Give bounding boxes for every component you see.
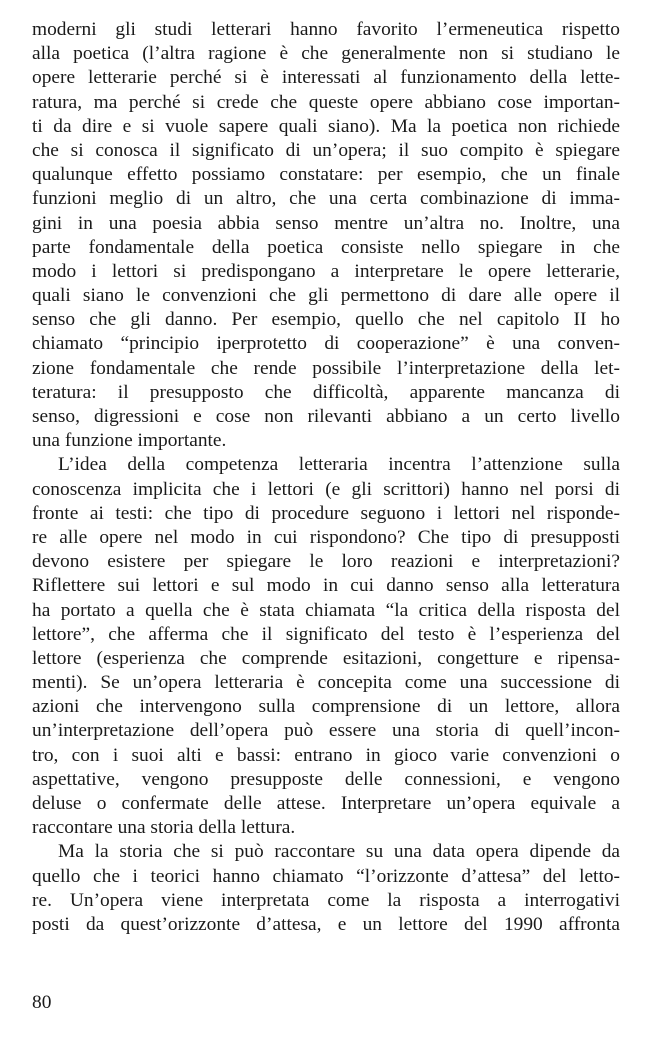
text-line: L’idea della competenza letteraria incentra l’attenzione sulla (58, 454, 620, 476)
text-line: ha portato a quella che è stata chiamata “la critica della risposta del (32, 599, 620, 621)
text-line: un’interpretazione dell’opera può essere una storia di quell’incon- (32, 720, 620, 742)
text-line: re alle opere nel modo in cui rispondono? Che tipo di presupposti (32, 526, 620, 548)
text-line: zione fondamentale che rende possibile l’interpretazione della let- (32, 357, 620, 379)
text-line: lettore”, che afferma che il significato del testo è l’esperienza del (32, 623, 620, 645)
text-line: una funzione importante. (32, 430, 227, 452)
page-body (32, 18, 620, 937)
text-line: conoscenza implicita che i lettori (e gli scrittori) hanno nel porsi di (32, 478, 620, 500)
paragraph (32, 453, 620, 840)
text-line: che si conosca il significato di un’opera; il suo compito è spiegare (32, 139, 620, 161)
text-line: aspettative, vengono presupposte delle connessioni, e vengono (32, 768, 620, 790)
text-line: re. Un’opera viene interpretata come la risposta a interrogativi (32, 889, 620, 911)
text-line: quello che i teorici hanno chiamato “l’orizzonte d’attesa” del letto- (32, 865, 620, 887)
paragraph (32, 18, 620, 453)
text-line: raccontare una storia della lettura. (32, 817, 296, 839)
text-line: posti da quest’orizzonte d’attesa, e un lettore del 1990 affronta (32, 913, 620, 935)
text-line: Riflettere sui lettori e sul modo in cui danno senso alla letteratura (32, 575, 620, 597)
text-line: ti da dire e si vuole sapere quali siano). Ma la poetica non richiede (32, 115, 620, 137)
text-line: deluse o confermate delle attese. Interpretare un’opera equivale a (32, 793, 620, 814)
page-number: 80 (32, 992, 52, 1013)
text-line: ratura, ma perché si crede che queste opere abbiano cose importan- (32, 91, 620, 113)
text-line: senso, digressioni e cose non rilevanti abbiano a un certo livello (32, 406, 620, 427)
text-line: lettore (esperienza che comprende esitazioni, congetture e ripensa- (32, 647, 620, 669)
text-line: gini in una poesia abbia senso mentre un’altra no. Inoltre, una (32, 212, 620, 234)
text-line: parte fondamentale della poetica consiste nello spiegare in che (32, 236, 620, 258)
text-line: chiamato “principio iperprotetto di cooperazione” è una conven- (32, 333, 620, 355)
text-line: azioni che intervengono sulla comprensione di un lettore, allora (32, 696, 620, 718)
text-line: funzioni meglio di un altro, che una certa combinazione di imma- (32, 188, 620, 210)
text-line: moderni gli studi letterari hanno favorito l’ermeneutica rispetto (32, 19, 620, 40)
text-line: fronte ai testi: che tipo di procedure seguono i lettori nel risponde- (32, 502, 620, 524)
text-line: quali siano le convenzioni che gli permettono di dare alle opere il (32, 285, 620, 307)
text-line: tro, con i suoi alti e bassi: entrano in gioco varie convenzioni o (32, 744, 620, 766)
text-line: alla poetica (l’altra ragione è che generalmente non si studiano le (32, 43, 620, 65)
text-line: teratura: il presupposto che difficoltà, apparente mancanza di (32, 381, 620, 403)
text-line: menti). Se un’opera letteraria è concepita come una successione di (32, 672, 620, 694)
text-line: modo i lettori si predispongano a interpretare le opere letterarie, (32, 260, 620, 282)
text-line: opere letterarie perché si è interessati al funzionamento della lette- (32, 67, 620, 89)
text-line: Ma la storia che si può raccontare su una data opera dipende da (58, 841, 620, 863)
text-line: devono esistere per spiegare le loro reazioni e interpretazioni? (32, 551, 620, 573)
paragraph (32, 840, 620, 937)
text-line: qualunque effetto possiamo constatare: per esempio, che un finale (32, 164, 620, 186)
text-line: senso che gli danno. Per esempio, quello che nel capitolo II ho (32, 309, 620, 331)
